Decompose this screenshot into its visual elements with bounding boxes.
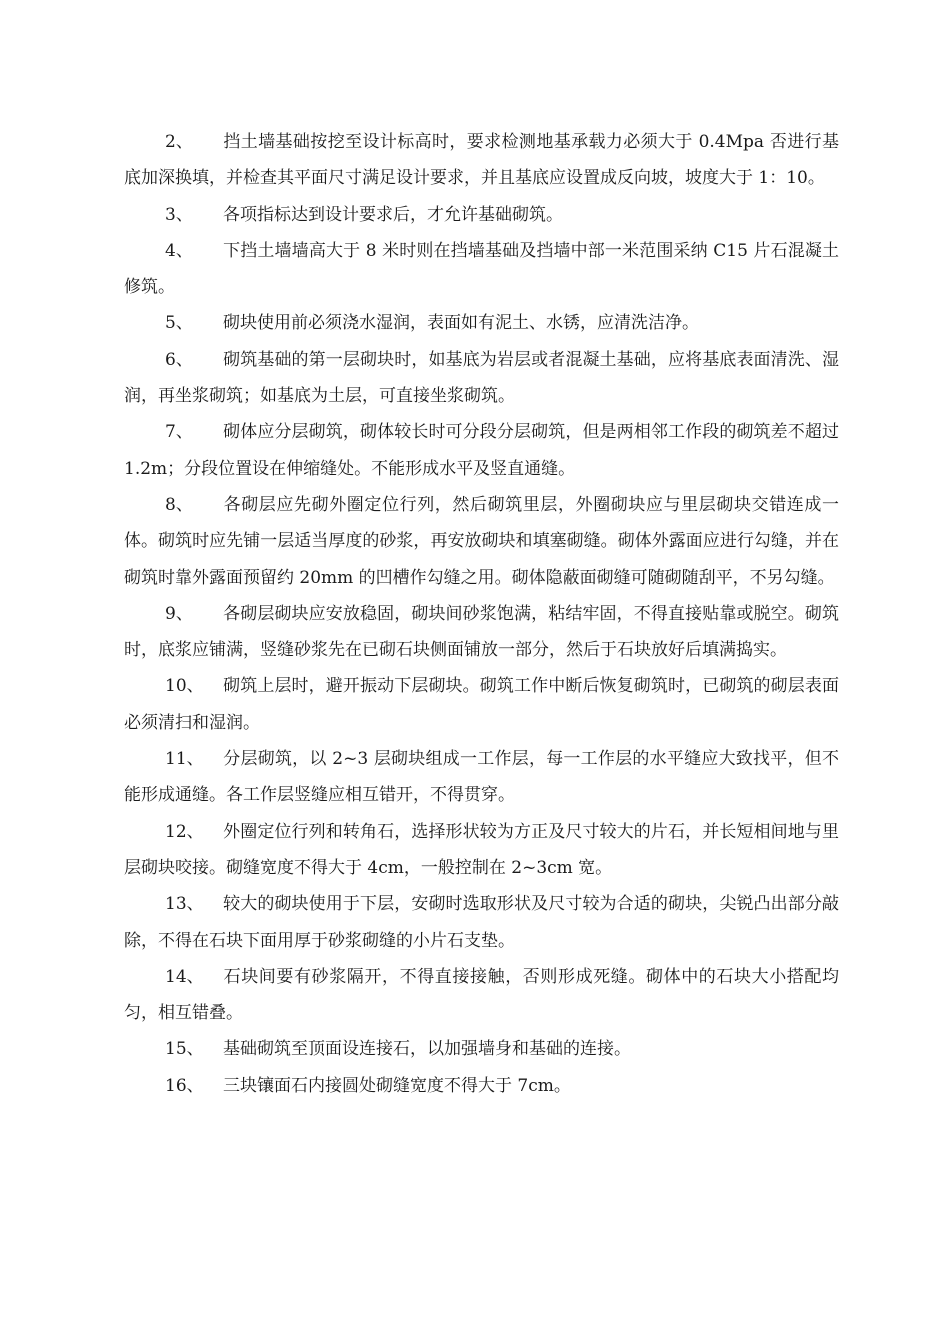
item-text: 基础砌筑至顶面设连接石，以加强墙身和基础的连接。 — [223, 1039, 631, 1060]
item-text: 各项指标达到设计要求后，才允许基础砌筑。 — [223, 204, 563, 225]
list-item-8 — [124, 487, 839, 596]
item-number: 13、 — [165, 894, 204, 915]
item-text: 各砌层应先砌外圈定位行列，然后砌筑里层，外圈砌块应与里层砌块交错连成一体。砌筑时应先铺一层适当厚度的砂浆，再安放砌块和填塞砌缝。砌体外露面应进行勾缝，并在砌筑时靠外露面预留约 20mm 的凹槽作勾缝之用。砌体隐蔽面砌缝可随砌随刮平，不另勾缝。 — [124, 494, 839, 588]
item-text: 石块间要有砂浆隔开，不得直接接触，否则形成死缝。砌体中的石块大小搭配均匀，相互错叠。 — [124, 966, 839, 1024]
item-number: 6、 — [165, 349, 193, 370]
item-text: 砌块使用前必须浇水湿润，表面如有泥土、水锈，应清洗洁净。 — [223, 313, 699, 334]
item-number: 3、 — [165, 204, 193, 225]
item-text: 砌筑基础的第一层砌块时，如基底为岩层或者混凝土基础，应将基底表面清洗、湿润，再坐浆砌筑；如基底为土层，可直接坐浆砌筑。 — [124, 349, 839, 407]
item-number: 15、 — [165, 1039, 204, 1060]
item-text: 分层砌筑，以 2~3 层砌块组成一工作层，每一工作层的水平缝应大致找平，但不能形成通缝。各工作层竖缝应相互错开，不得贯穿。 — [124, 749, 839, 806]
item-number: 8、 — [165, 494, 193, 515]
item-text: 外圈定位行列和转角石，选择形状较为方正及尺寸较大的片石，并长短相间地与里层砌块咬接。砌缝宽度不得大于 4cm，一般控制在 2~3cm 宽。 — [124, 821, 839, 878]
list-item-5 — [124, 305, 839, 341]
list-item-6 — [124, 342, 839, 415]
item-number: 4、 — [165, 240, 193, 261]
list-item-11 — [124, 741, 839, 814]
list-item-16 — [124, 1068, 839, 1104]
item-text: 下挡土墙墙高大于 8 米时则在挡墙基础及挡墙中部一米范围采纳 C15 片石混凝土修筑。 — [124, 240, 839, 298]
item-number: 9、 — [165, 603, 193, 624]
item-text: 砌筑上层时，避开振动下层砌块。砌筑工作中断后恢复砌筑时，已砌筑的砌层表面必须清扫和湿润。 — [124, 676, 839, 733]
item-number: 12、 — [165, 821, 204, 842]
item-number: 14、 — [165, 966, 204, 987]
list-item-3 — [124, 197, 839, 233]
item-text: 较大的砌块使用于下层，安砌时选取形状及尺寸较为合适的砌块，尖锐凸出部分敲除，不得在石块下面用厚于砂浆砌缝的小片石支垫。 — [124, 894, 839, 951]
item-number: 11、 — [165, 749, 204, 770]
list-item-9 — [124, 596, 839, 669]
item-text: 砌体应分层砌筑，砌体较长时可分段分层砌筑，但是两相邻工作段的砌筑差不超过 1.2m；分段位置设在伸缩缝处。不能形成水平及竖直通缝。 — [124, 422, 839, 479]
list-item-4 — [124, 233, 839, 306]
list-item-10 — [124, 668, 839, 741]
item-number: 16、 — [165, 1075, 204, 1096]
list-item-2 — [124, 124, 839, 197]
item-number: 7、 — [165, 422, 193, 443]
item-text: 各砌层砌块应安放稳固，砌块间砂浆饱满，粘结牢固，不得直接贴靠或脱空。砌筑时，底浆应铺满，竖缝砂浆先在已砌石块侧面铺放一部分，然后于石块放好后填满捣实。 — [124, 603, 839, 661]
list-item-7 — [124, 414, 839, 487]
list-item-14 — [124, 959, 839, 1032]
item-number: 5、 — [165, 313, 193, 334]
item-number: 2、 — [165, 132, 193, 152]
list-item-12 — [124, 814, 839, 887]
item-text: 三块镶面石内接圆处砌缝宽度不得大于 7cm。 — [223, 1075, 571, 1096]
item-number: 10、 — [165, 676, 204, 697]
document-body — [124, 124, 839, 1104]
item-text: 挡土墙基础按挖至设计标高时，要求检测地基承载力必须大于 0.4Mpa 否进行基底加深换填，并检查其平面尺寸满足设计要求，并且基底应设置成反向坡，坡度大于 1：10。 — [124, 132, 839, 189]
list-item-15 — [124, 1031, 839, 1067]
list-item-13 — [124, 886, 839, 959]
